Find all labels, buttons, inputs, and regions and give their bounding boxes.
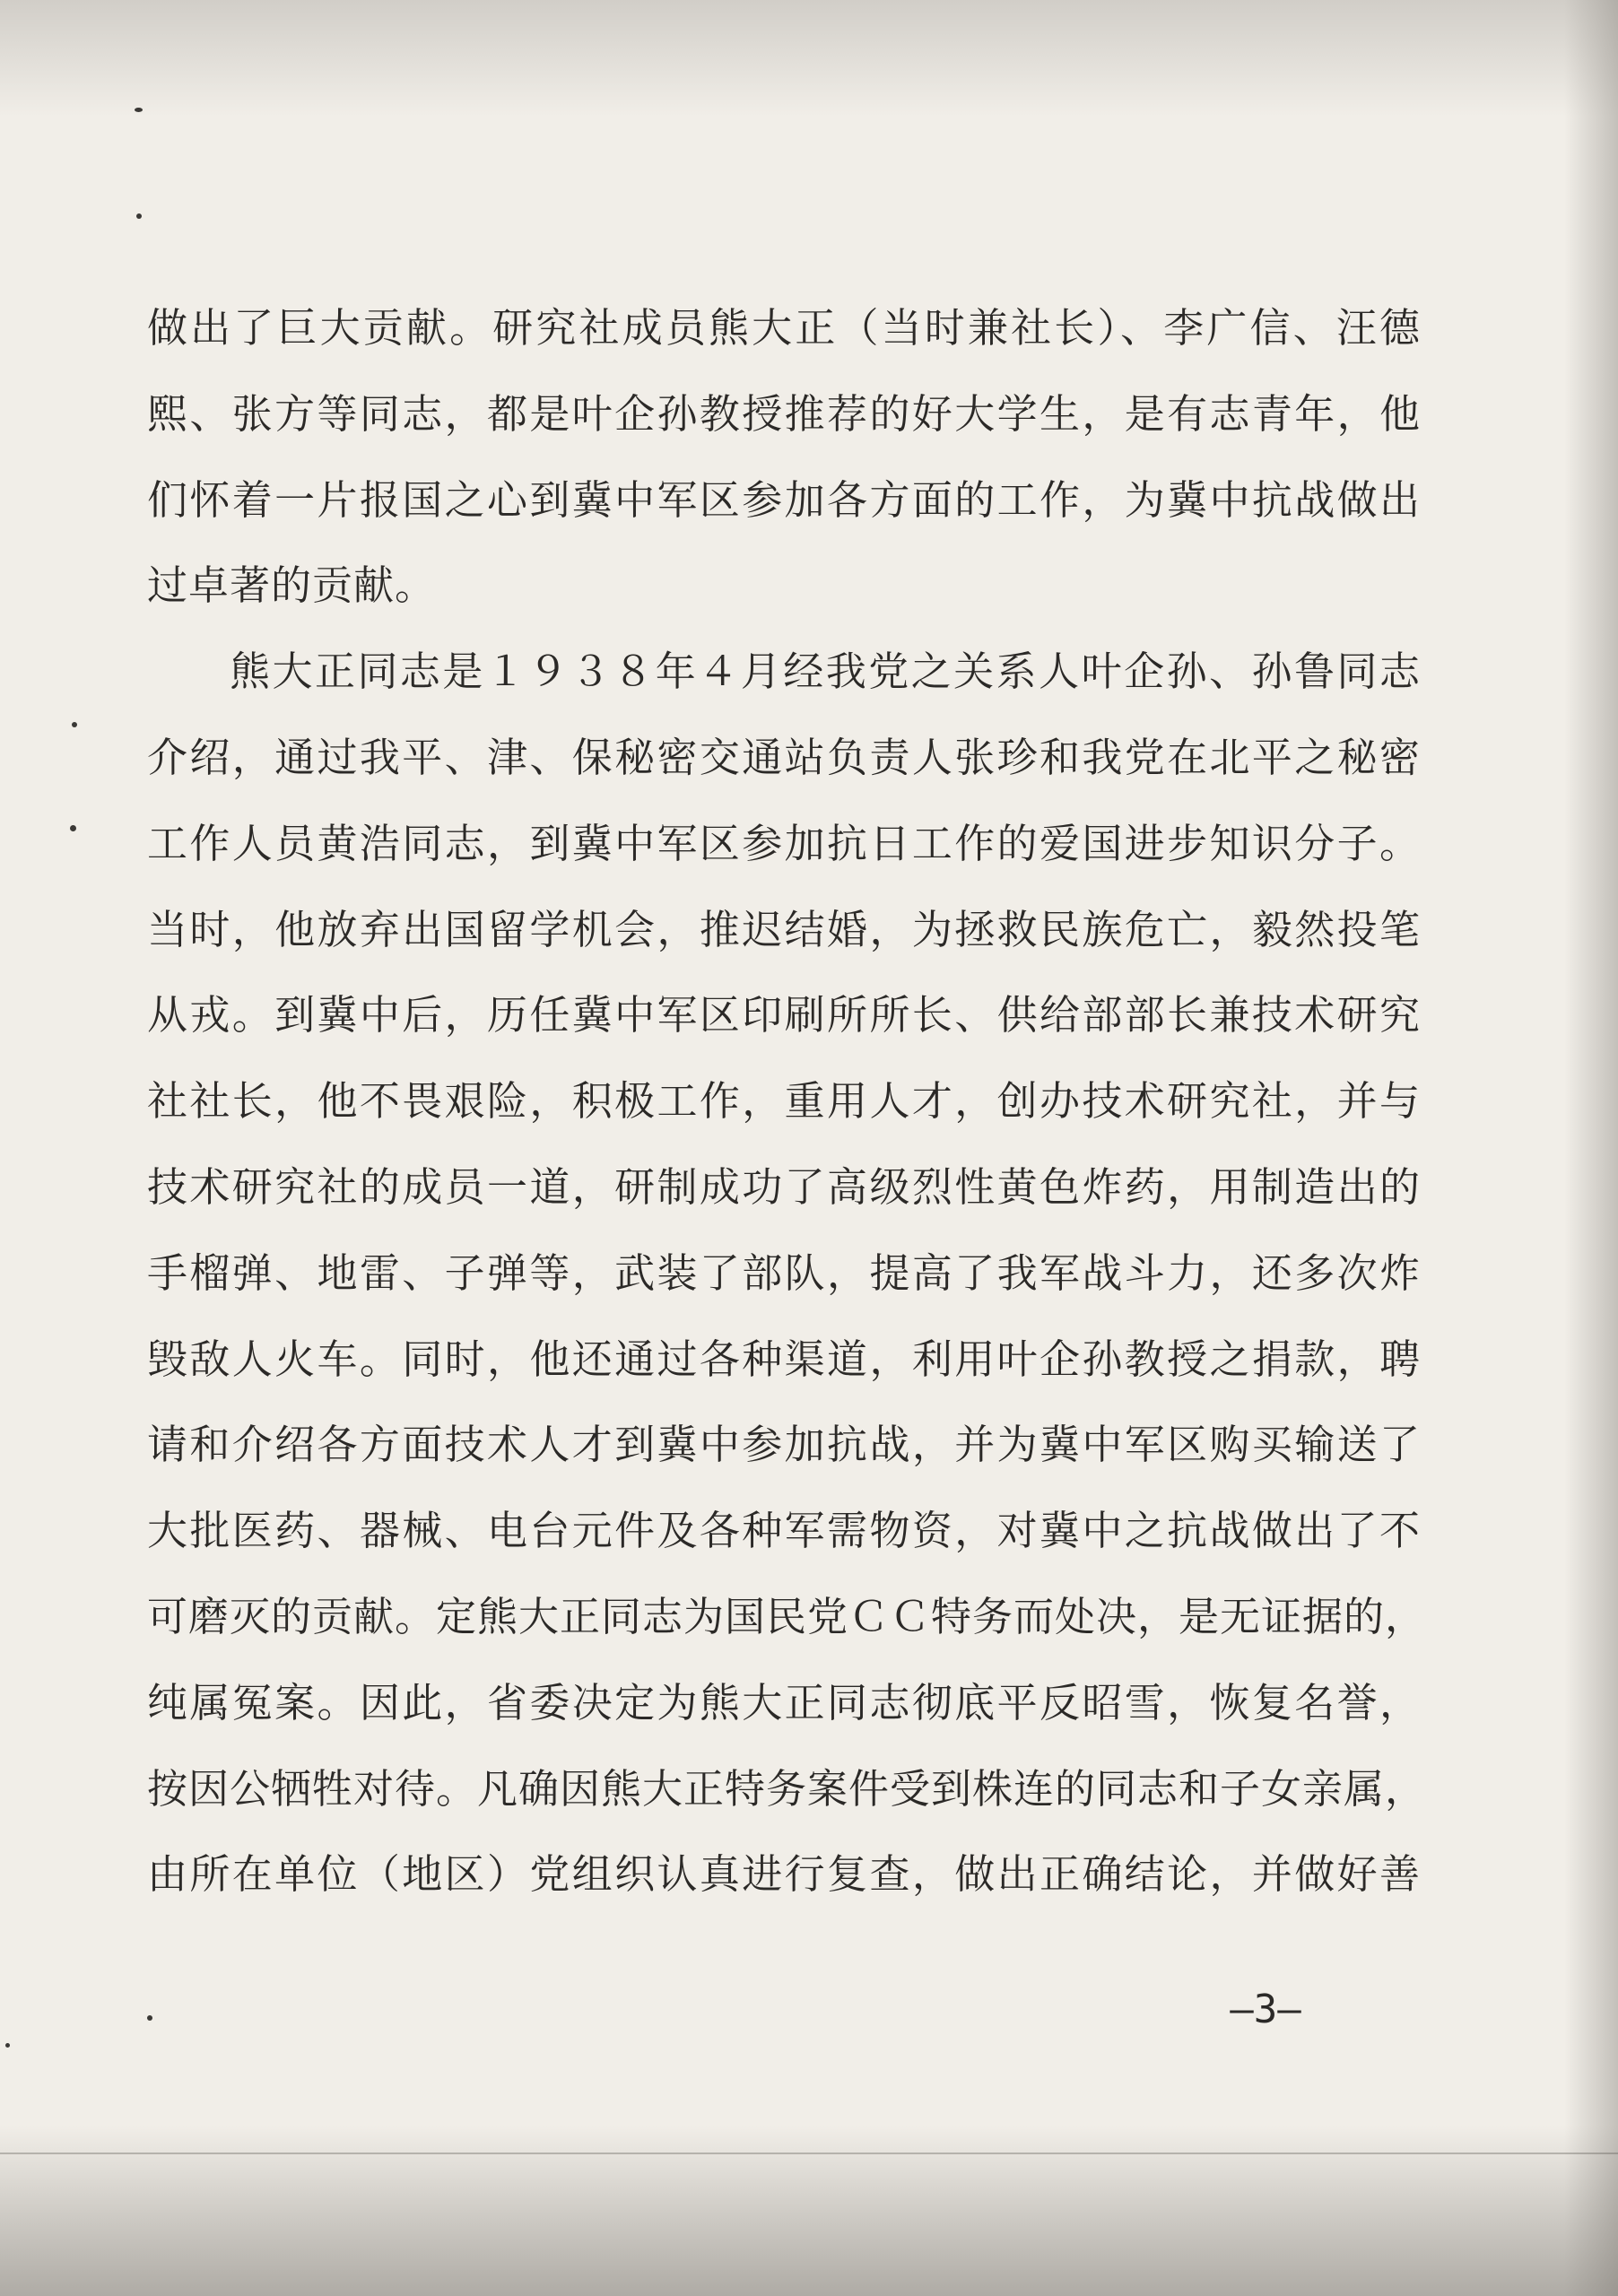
text-line: 纯属冤案。因此，省委决定为熊大正同志彻底平反昭雪，恢复名誉， — [147, 1678, 1421, 1726]
text-line: 做出了巨大贡献。研究社成员熊大正（当时兼社长）、李广信、汪德 — [147, 304, 1421, 352]
scan-speck — [5, 2043, 10, 2048]
text-line: 工作人员黄浩同志，到冀中军区参加抗日工作的爱国进步知识分子。 — [147, 819, 1421, 867]
text-line: 毁敌人火车。同时，他还通过各种渠道，利用叶企孙教授之捐款，聘 — [147, 1335, 1421, 1383]
document-body — [147, 285, 1427, 1918]
page-edge-line — [0, 2152, 1618, 2154]
text-line: 大批医药、器械、电台元件及各种军需物资，对冀中之抗战做出了不 — [147, 1507, 1421, 1555]
scan-shadow-right — [1564, 0, 1618, 2296]
scan-speck — [147, 2015, 152, 2021]
text-line: 介绍，通过我平、津、保秘密交通站负责人张珍和我党在北平之秘密 — [147, 733, 1421, 781]
text-line: 们怀着一片报国之心到冀中军区参加各方面的工作，为冀中抗战做出 — [147, 475, 1421, 524]
text-line: 可磨灭的贡献。定熊大正同志为国民党ＣＣ特务而处决，是无证据的， — [147, 1592, 1427, 1640]
text-line: 按因公牺牲对待。凡确因熊大正特务案件受到株连的同志和子女亲属， — [147, 1764, 1427, 1813]
scan-speck — [136, 213, 142, 219]
text-line: 社社长，他不畏艰险，积极工作，重用人才，创办技术研究社，并与 — [147, 1077, 1421, 1126]
text-line: 过卓著的贡献。 — [147, 561, 437, 610]
scan-shadow-bottom — [0, 2126, 1618, 2296]
scan-speck — [70, 825, 76, 831]
page-number: —3— — [1230, 1987, 1301, 2032]
text-line: 技术研究社的成员一道，研制成功了高级烈性黄色炸药，用制造出的 — [147, 1162, 1421, 1211]
scan-shadow-top — [0, 0, 1618, 117]
text-line: 从戎。到冀中后，历任冀中军区印刷所所长、供给部部长兼技术研究 — [147, 991, 1421, 1039]
text-line: 当时，他放弃出国留学机会，推迟结婚，为拯救民族危亡，毅然投笔 — [147, 905, 1421, 953]
text-line: 请和介绍各方面技术人才到冀中参加抗战，并为冀中军区购买输送了 — [147, 1421, 1421, 1469]
text-line: 手榴弹、地雷、子弹等，武装了部队，提高了我军战斗力，还多次炸 — [147, 1248, 1421, 1297]
scan-speck — [135, 108, 143, 112]
text-line: 由所在单位（地区）党组织认真进行复查，做出正确结论，并做好善 — [147, 1850, 1421, 1899]
scan-speck — [72, 722, 77, 727]
text-line: 熙、张方等同志，都是叶企孙教授推荐的好大学生，是有志青年，他 — [147, 389, 1421, 438]
paragraph-first-line: 熊大正同志是１９３８年４月经我党之关系人叶企孙、孙鲁同志 — [230, 648, 1421, 696]
